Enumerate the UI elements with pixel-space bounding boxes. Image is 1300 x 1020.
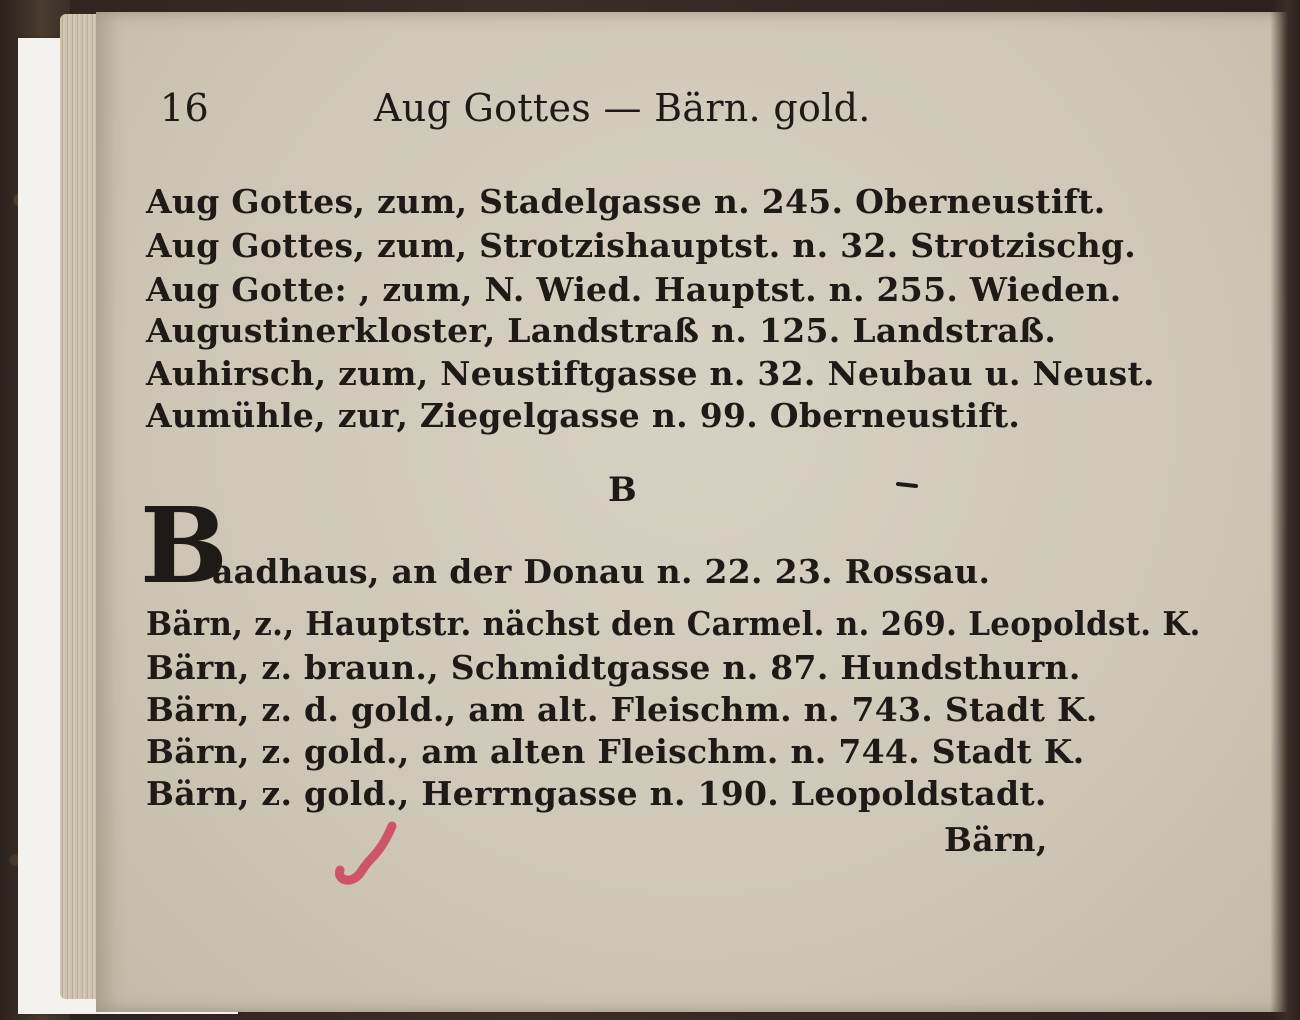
- drop-initial: B: [140, 484, 229, 607]
- entry-a-4: Augustinerkloster, Landstraß n. 125. Landstraß.: [146, 311, 1057, 350]
- entry-a-5: Auhirsch, zum, Neustiftgasse n. 32. Neubau u. Neust.: [146, 354, 1155, 393]
- entry-a-2: Aug Gottes, zum, Strotzishauptst. n. 32. Strotzischg.: [146, 226, 1137, 265]
- page-number: 16: [160, 86, 209, 130]
- entry-b-4: Bärn, z. d. gold., am alt. Fleischm. n. 743. Stadt K.: [146, 690, 1098, 729]
- section-letter: B: [608, 470, 638, 510]
- red-ink-mark: [330, 820, 400, 890]
- entry-a-6: Aumühle, zur, Ziegelgasse n. 99. Oberneustift.: [146, 396, 1021, 435]
- page-right-edge: [1270, 0, 1300, 1020]
- entry-b-1: aadhaus, an der Donau n. 22. 23. Rossau.: [212, 552, 991, 591]
- entry-a-1: Aug Gottes, zum, Stadelgasse n. 245. Oberneustift.: [146, 182, 1106, 221]
- entry-b-5: Bärn, z. gold., am alten Fleischm. n. 744. Stadt K.: [146, 732, 1085, 771]
- catchword: Bärn,: [944, 820, 1048, 859]
- ink-mark: [858, 478, 918, 492]
- entry-b-3: Bärn, z. braun., Schmidtgasse n. 87. Hundsthurn.: [146, 648, 1081, 687]
- book-page: [96, 12, 1292, 1012]
- entry-b-2: Bärn, z., Hauptstr. nächst den Carmel. n. 269. Leopoldst. K.: [146, 604, 1201, 643]
- running-head: Aug Gottes — Bärn. gold.: [374, 86, 871, 130]
- entry-b-6: Bärn, z. gold., Herrngasse n. 190. Leopoldstadt.: [146, 774, 1047, 813]
- entry-a-3: Aug Gotte: , zum, N. Wied. Hauptst. n. 255. Wieden.: [146, 270, 1122, 309]
